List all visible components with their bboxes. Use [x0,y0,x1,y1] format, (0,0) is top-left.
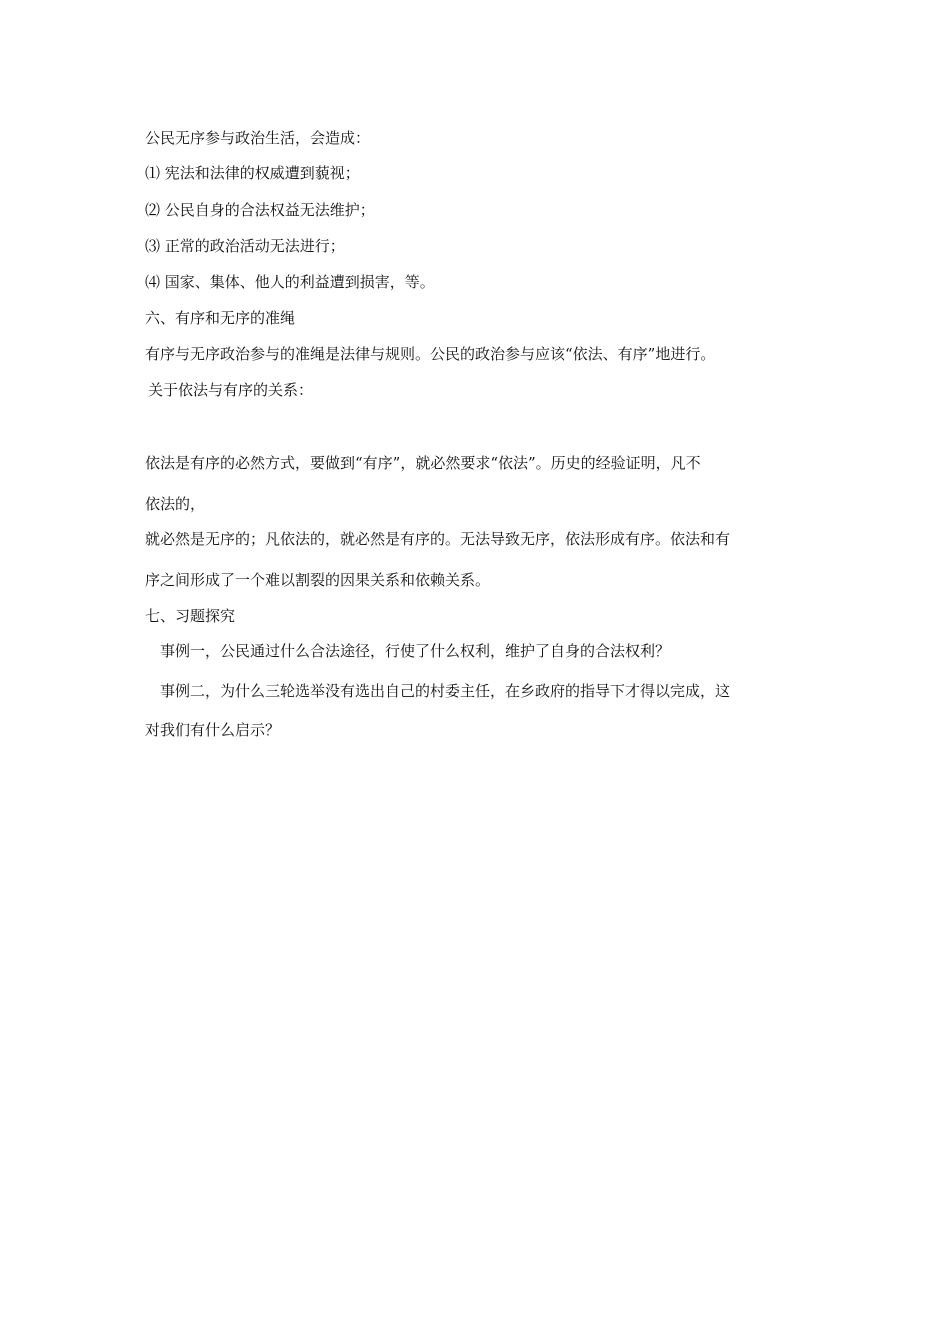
relation-line-2: 依法的， [145,495,206,513]
intro-text: 公民无序参与政治生活，会造成： [145,129,371,147]
relation-line-4: 序之间形成了一个难以割裂的因果关系和依赖关系。 [145,571,491,589]
case1-text: 事例一，公民通过什么合法途径，行使了什么权利，维护了自身的合法权利？ [160,642,671,660]
consequence-item-4: ⑷ 国家、集体、他人的利益遭到损害，等。 [145,273,435,291]
section7-heading: 七、习题探究 [145,607,236,625]
case2-line-1: 事例二，为什么三轮选举没有选出自己的村委主任，在乡政府的指导下才得以完成，这 [160,682,731,700]
relation-heading: 关于依法与有序的关系： [148,381,314,399]
section6-heading: 六、有序和无序的准绳 [145,309,296,327]
consequence-item-1: ⑴ 宪法和法律的权威遭到藐视； [145,164,360,182]
section6-text: 有序与无序政治参与的准绳是法律与规则。公民的政治参与应该“依法、有序”地进行。 [145,345,716,363]
case2-line-2: 对我们有什么启示？ [145,721,281,739]
relation-line-3: 就必然是无序的；凡依法的，就必然是有序的。无法导致无序，依法形成有序。依法和有 [145,530,731,548]
relation-line-1: 依法是有序的必然方式，要做到“有序”，就必然要求“依法”。历史的经验证明，凡不 [145,454,701,472]
consequence-item-3: ⑶ 正常的政治活动无法进行； [145,237,345,255]
consequence-item-2: ⑵ 公民自身的合法权益无法维护； [145,201,375,219]
